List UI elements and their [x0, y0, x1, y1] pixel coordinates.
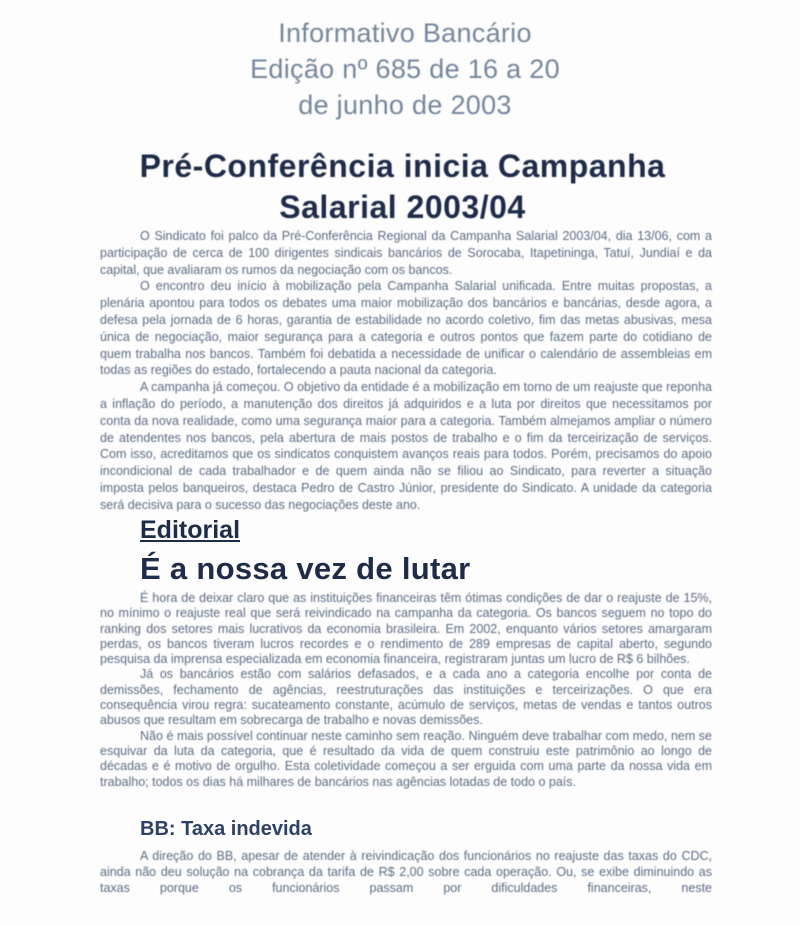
- masthead-line-2: Edição nº 685 de 16 a 20: [250, 54, 560, 84]
- editorial-paragraph: Já os bancários estão com salários defasados, e a cada ano a categoria encolhe por conta de demissões, fechamento de agências, reestruturações das instituições e terceirizações. O que era consequência virou regra: sucateamento constante, acúmulo de serviços, metas de vendas e tantos outros abusos que resultam em sobrecarga de trabalho e novas demissões.: [100, 667, 712, 728]
- editorial-paragraph: Não é mais possível continuar neste caminho sem reação. Ninguém deve trabalhar com medo, nem se esquivar da luta da categoria, que é resultado da vida de quem construiu este patrimônio ao longo de décadas e é motivo de orgulho. Esta coletividade começou a ser erguida com uma parte da nossa vida em trabalho; todos os dias há milhares de bancários nas agências lotadas de todo o país.: [100, 728, 712, 789]
- lead-paragraph: A campanha já começou. O objetivo da entidade é a mobilização em torno de um reajuste que reponha a inflação do período, a manutenção dos direitos já adquiridos e a luta por direitos que necessitamos por conta da nova realidade, como uma segurança maior para a categoria. Também almejamos ampliar o número de atendentes nos bancos, pela abertura de mais postos de trabalho e o fim da terceirização de serviços. Com isso, acreditamos que os sindicatos conquistem avanços reais para todos. Porém, precisamos do apoio incondicional de cada trabalhador e de quem ainda não se filiou ao Sindicato, para reverter a situação imposta pelos banqueiros, destaca Pedro de Castro Júnior, presidente do Sindicato. A unidade da categoria será decisiva para o sucesso das negociações deste ano.: [100, 380, 712, 512]
- lead-paragraph: O encontro deu início à mobilização pela Campanha Salarial unificada. Entre muitas propostas, a plenária apontou para todos os debates uma maior mobilização dos bancários e bancárias, desde agora, a defesa pela jornada de 6 horas, garantia de estabilidade no acordo coletivo, fim das metas abusivas, mesa única de negociação, maior segurança para a categoria e outros pontos que fazem parte do cotidiano de quem trabalha nos bancos. Também foi debatida a necessidade de unificar o calendário de assembleias em todas as regiões do estado, fortalecendo a pauta nacional da categoria.: [100, 279, 712, 378]
- bb-section-body: [100, 848, 712, 896]
- lead-article-body: [100, 228, 712, 514]
- editorial-paragraph: É hora de deixar claro que as instituições financeiras têm ótimas condições de dar o reajuste de 15%, no mínimo o reajuste real que será reivindicado na campanha da categoria. Os bancos seguem no topo do ranking dos setores mais lucrativos da economia brasileira. Em 2002, enquanto vários setores amargaram perdas, os bancos tiveram lucros recordes e o rendimento de 289 empresas de capital aberto, segundo pesquisa da imprensa especializada em economia financeira, registraram juntas um lucro de R$ 6 bilhões.: [100, 591, 712, 667]
- bb-section-title: BB: Taxa indevida: [140, 818, 312, 840]
- main-headline-line-2: Salarial 2003/04: [279, 189, 526, 225]
- masthead-line-1: Informativo Bancário: [278, 18, 532, 48]
- masthead-line-3: de junho de 2003: [298, 90, 512, 120]
- main-headline: [5, 146, 800, 228]
- editorial-section-label: Editorial: [140, 516, 241, 544]
- main-headline-line-1: Pré-Conferência inicia Campanha: [139, 148, 666, 184]
- lead-paragraph: O Sindicato foi palco da Pré-Conferência Regional da Campanha Salarial 2003/04, dia 13/06, com a participação de cerca de 100 dirigentes sindicais bancários de Sorocaba, Itapetininga, Tatuí, Jundiaí e da capital, que avaliaram os rumos da negociação com os bancos.: [100, 229, 712, 277]
- editorial-title: É a nossa vez de lutar: [140, 551, 471, 586]
- bb-paragraph: A direção do BB, apesar de atender à reivindicação dos funcionários no reajuste das taxas do CDC, ainda não deu solução na cobrança da tarifa de R$ 2,00 sobre cada operação. Ou, se exibe diminuindo as taxas porque os funcionários passam por dificuldades financeiras, neste: [100, 849, 712, 895]
- masthead: [10, 15, 800, 123]
- editorial-body: [100, 591, 712, 790]
